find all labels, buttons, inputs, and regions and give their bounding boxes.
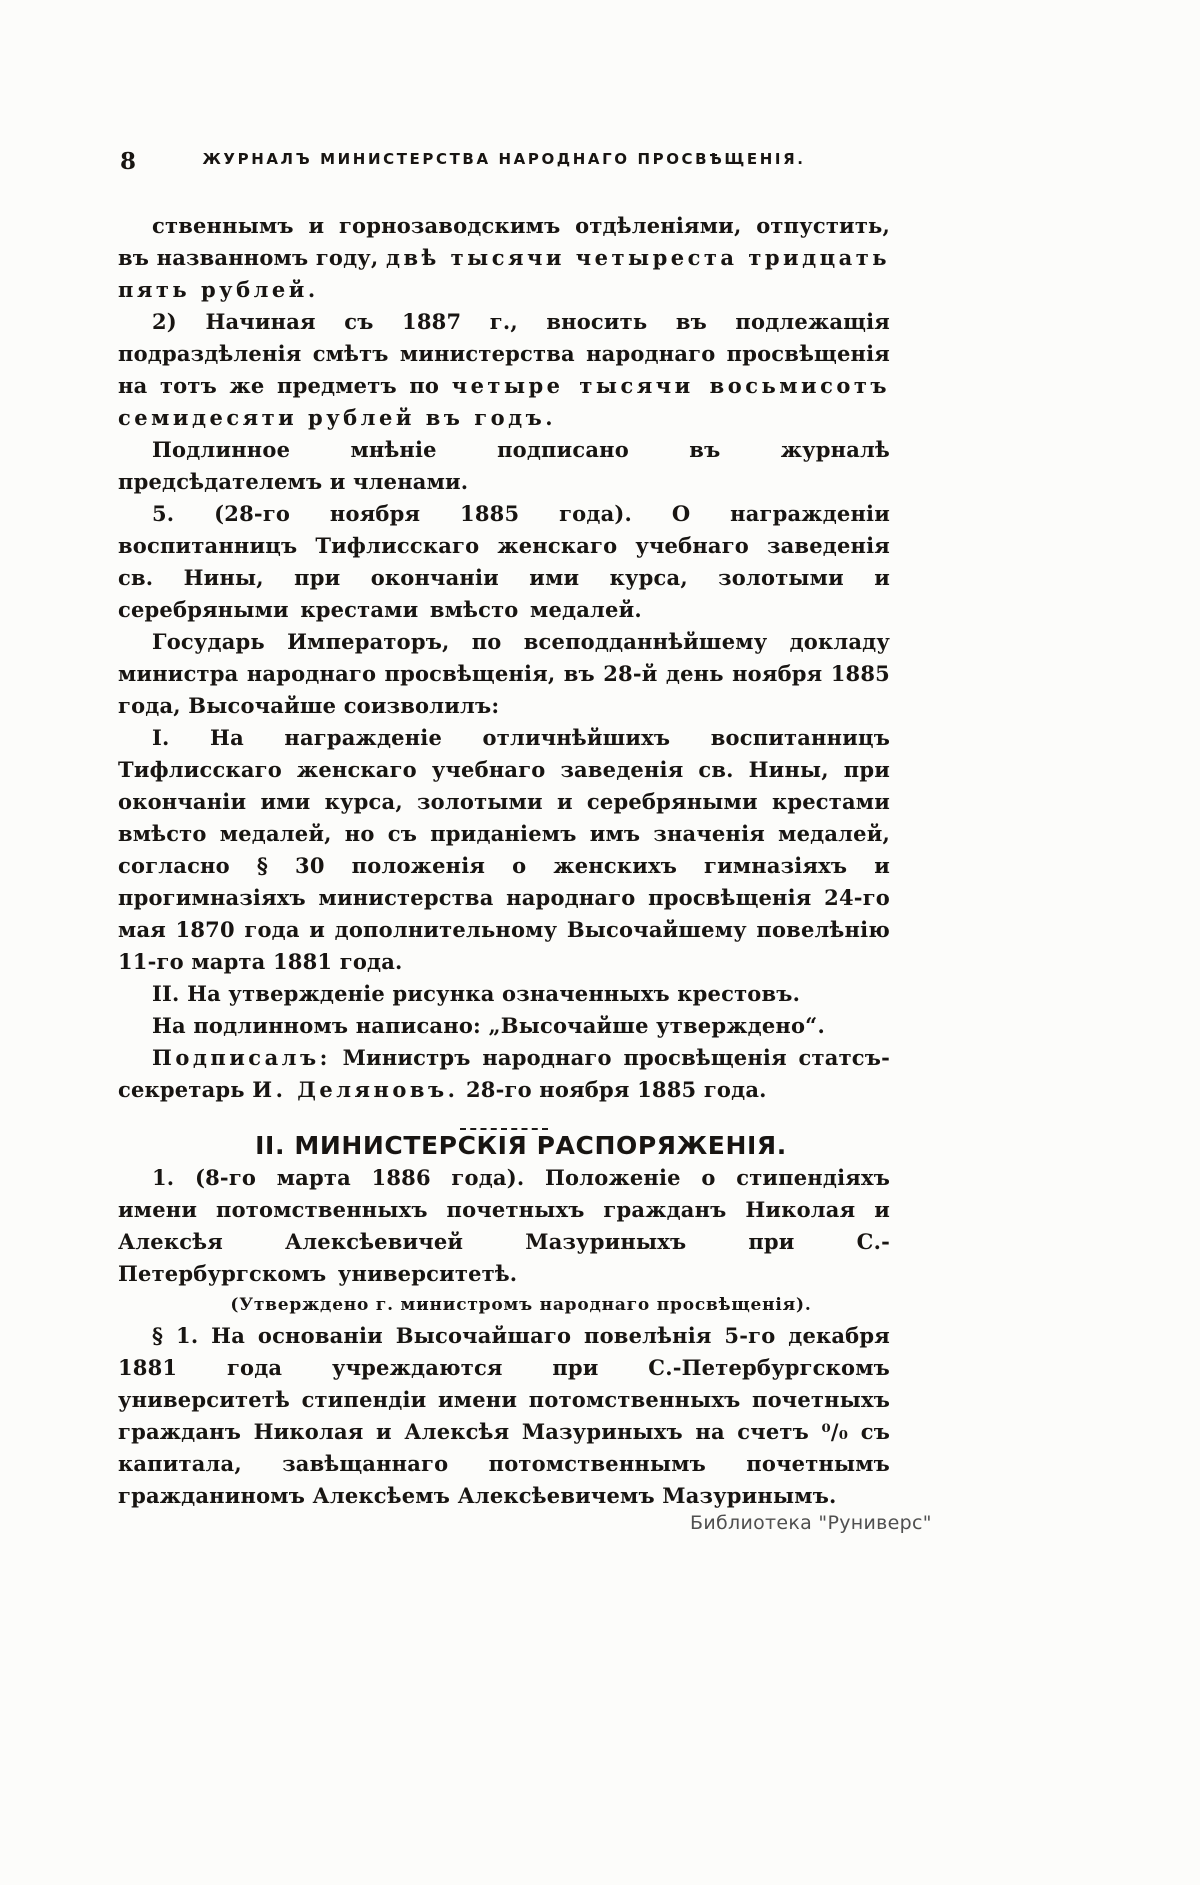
paragraph-text: ственнымъ и горнозаводскимъ отдѣленіями, отпустить, въ названномъ году, — [118, 213, 890, 270]
section-heading: II. МИНИСТЕРСКІЯ РАСПОРЯЖЕНІЯ. — [255, 1131, 787, 1160]
emphasized-amount: двѣ тысячи четыреста тридцать пять рублей — [118, 245, 890, 302]
running-title: ЖУРНАЛЪ МИНИСТЕРСТВА НАРОДНАГО ПРОСВѢЩЕНІЯ. — [202, 150, 806, 168]
paragraph-signed-by — [118, 1042, 890, 1106]
paragraph-point-one: I. На награжденіе отличнѣйшихъ воспитанницъ Тифлисскаго женскаго учебнаго заведенія св. Нины, при окончаніи ими курса, золотыми и серебряными крестами вмѣсто медалей, но съ приданіемъ имъ значенія медалей, согласно § 30 положенія о женскихъ гимназіяхъ и прогимназіяхъ министерства народнаго просвѣщенія 24-го мая 1870 года и дополнительному Высочайшему повелѣнію 11-го марта 1881 года. — [118, 725, 890, 974]
paragraph-emperor-decision: Государь Императоръ, по всеподданнѣйшему докладу министра народнаго просвѣщенія, въ 28-й день ноября 1885 года, Высочайше соизволилъ: — [118, 629, 890, 718]
paragraph-text: . — [307, 277, 316, 302]
paragraph-signature-note: Подлинное мнѣніе подписано въ журналѣ предсѣдателемъ и членами. — [118, 437, 890, 494]
paragraph-point-two: II. На утвержденіе рисунка означенныхъ крестовъ. — [152, 981, 801, 1006]
paragraph-text: 2) Начиная съ 1887 г., вносить въ подлежащія подраздѣленія смѣтъ министерства народнаго просвѣщенія на тотъ же предметъ по — [118, 309, 890, 398]
paragraph-text: . — [545, 405, 553, 430]
emphasized-name: И. Деляновъ. — [252, 1077, 459, 1102]
paragraph-statute-1: § 1. На основаніи Высочайшаго повелѣнія 5-го декабря 1881 года учреждаются при С.-Петербургскомъ университетѣ стипендіи имени потомственныхъ почетныхъ гражданъ Николая и Алексѣя Мазуриныхъ на счетъ ⁰/₀ съ капитала, завѣщаннаго потомственнымъ почетнымъ гражданиномъ Алексѣемъ Алексѣевичемъ Мазуринымъ. — [118, 1323, 890, 1508]
ruling-5-title: 5. (28-го ноября 1885 года). О награжденіи воспитанницъ Тифлисскаго женскаго учебнаго заведенія св. Нины, при окончаніи ими курса, золотыми и серебряными крестами вмѣсто медалей. — [118, 501, 890, 622]
library-watermark: Библиотека "Руниверс" — [690, 1512, 932, 1534]
emphasized-amount: четыре тысячи восьмисотъ семидесяти рублей въ годъ — [118, 373, 890, 430]
paragraph-text: 28-го ноября 1885 года. — [458, 1077, 767, 1102]
approval-note: (Утверждено г. министромъ народнаго просвѣщенія). — [230, 1295, 812, 1315]
page-body — [118, 210, 890, 1512]
page-number: 8 — [120, 148, 137, 175]
regulation-1-title: 1. (8-го марта 1886 года). Положеніе о стипендіяхъ имени потомственныхъ почетныхъ гражданъ Николая и Алексѣя Алексѣевичей Мазуриныхъ при С.-Петербургскомъ университетѣ. — [118, 1165, 890, 1286]
paragraph-item-2 — [118, 306, 890, 434]
paragraph-text: Министръ народнаго просвѣщенія статсъ-секретарь — [118, 1045, 890, 1102]
page-header — [118, 148, 890, 175]
paragraph-original-inscription: На подлинномъ написано: „Высочайше утверждено“. — [152, 1013, 825, 1038]
emphasized-word: Подписалъ: — [152, 1045, 331, 1070]
paragraph-budget-continuation — [118, 210, 890, 306]
